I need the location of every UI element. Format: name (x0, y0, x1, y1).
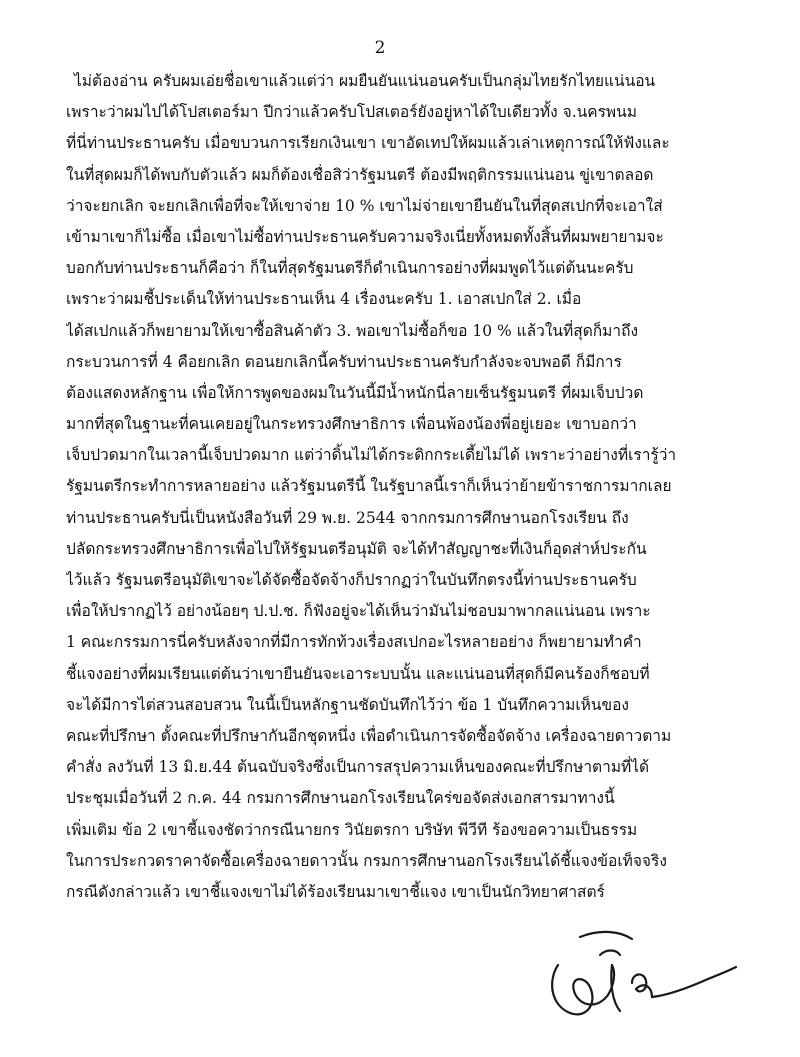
handwritten-signature (540, 925, 740, 1035)
text-line-6: เข้ามาเขาก็ไม่ซื้อ เมื่อเขาไม่ซื้อท่านประธานครับความจริงเนี่ยทั้งหมดทั้งสิ้นที่ผมพยายามจะ (66, 227, 664, 246)
text-line-14: รัฐมนตรีกระทำการหลายอย่าง แล้วรัฐมนตรีนี้ ในรัฐบาลนี้เราก็เห็นว่าย้ายข้าราชการมากเลย (66, 477, 672, 496)
text-line-9: ได้สเปกแล้วก็พยายามให้เขาซื้อสินค้าตัว 3. พอเขาไม่ซื้อก็ขอ 10 % แล้วในที่สุดก็มาถึง (66, 321, 639, 340)
text-line-27: กรณีดังกล่าวแล้ว เขาชี้แจงเขาไม่ได้ร้องเรียนมาเขาชี้แจง เขาเป็นนักวิทยาศาสตร์ (66, 882, 605, 901)
body-text (66, 66, 716, 908)
text-line-19: 1 คณะกรรมการนี่ครับหลังจากที่มีการทักท้วงเรื่องสเปกอะไรหลายอย่าง ก็พยายามทำคำ (66, 633, 642, 652)
text-line-21: จะได้มีการไต่สวนสอบสวน ในนี้เป็นหลักฐานชัดบันทึกไว้ว่า ข้อ 1 บันทึกความเห็นของ (66, 695, 629, 714)
text-line-24: ประชุมเมื่อวันที่ 2 ก.ค. 44 กรมการศึกษานอกโรงเรียนใคร่ขอจัดส่งเอกสารมาทางนี้ (66, 789, 615, 808)
text-line-11: ต้องแสดงหลักฐาน เพื่อให้การพูดของผมในวันนี้มีน้ำหนักนี่ลายเซ็นรัฐมนตรี ที่ผมเจ็บปวด (66, 383, 644, 402)
text-line-10: กระบวนการที่ 4 คือยกเลิก ตอนยกเลิกนี้ครับท่านประธานครับกำลังจะจบพอดี ก็มีการ (66, 352, 622, 371)
text-line-20: ชี้แจงอย่างที่ผมเรียนแต่ต้นว่าเขายืนยันจะเอาระบบนั้น และแน่นอนที่สุดก็มีคนร้องก็ชอบที่ (66, 664, 650, 683)
text-line-12: มากที่สุดในฐานะที่คนเคยอยู่ในกระทรวงศึกษาธิการ เพื่อนพ้องน้องพี่อยู่เยอะ เขาบอกว่า (66, 415, 637, 434)
text-line-7: บอกกับท่านประธานก็คือว่า ก็ในที่สุดรัฐมนตรีก็ดำเนินการอย่างที่ผมพูดไว้แต่ต้นนะครับ (66, 259, 634, 278)
text-line-3: ที่นี่ท่านประธานครับ เมื่อขบวนการเรียกเงินเขา เขาอัดเทปให้ผมแล้วเล่าเหตุการณ์ให้ฟังและ (66, 134, 670, 153)
text-line-23: คำสั่ง ลงวันที่ 13 มิ.ย.44 ต้นฉบับจริงซึ่งเป็นการสรุปความเห็นของคณะที่ปรึกษาตามที่ได้ (66, 758, 650, 777)
text-line-13: เจ็บปวดมากในเวลานี้เจ็บปวดมาก แต่ว่าดิ้นไม่ได้กระดิกกระเดี้ยไม่ได้ เพราะว่าอย่างที่เรารู้ว่า (66, 446, 677, 465)
text-line-17: ไว้แล้ว รัฐมนตรีอนุมัติเขาจะได้จัดซื้อจัดจ้างก็ปรากฏว่าในบันทึกตรงนี้ท่านประธานครับ (66, 571, 637, 589)
text-line-5: ว่าจะยกเลิก จะยกเลิกเพื่อที่จะให้เขาจ่าย 10 % เขาไม่จ่ายเขายืนยันในที่สุดสเปกที่จะเอาใส่ (66, 196, 663, 215)
text-line-4: ในที่สุดผมก็ได้พบกับตัวแล้ว ผมก็ต้องเชื่อสิว่ารัฐมนตรี ต้องมีพฤติกรรมแน่นอน ขู่เขาตลอด (66, 165, 654, 184)
signature-stroke (552, 965, 614, 1014)
text-line-16: ปลัดกระทรวงศึกษาธิการเพื่อไปให้รัฐมนตรีอนุมัติ จะได้ทำสัญญาชะที่เงินก็อุดส่าห์ประกัน (66, 539, 647, 558)
page-number: 2 (374, 38, 386, 58)
signature-stroke (611, 965, 620, 1011)
text-line-18: เพื่อให้ปรากฏไว้ อย่างน้อยๆ ป.ป.ช. ก็ฟังอยู่จะได้เห็นว่ามันไม่ชอบมาพากลแน่นอน เพราะ (66, 602, 651, 621)
text-line-25: เพิ่มเติม ข้อ 2 เขาชี้แจงชัดว่ากรณีนายกร วินัยตรกา บริษัท พีวีที ร้องขอความเป็นธรรม (66, 820, 638, 839)
text-line-26: ในการประกวดราคาจัดซื้อเครื่องฉายดาวนั้น กรมการศึกษานอกโรงเรียนได้ชี้แจงข้อเท็จจริง (66, 851, 667, 870)
text-line-1: ไม่ต้องอ่าน ครับผมเอ่ยชื่อเขาแล้วแต่ว่า ผมยืนยันแน่นอนครับเป็นกลุ่มไทยรักไทยแน่นอน (74, 72, 656, 90)
text-line-8: เพราะว่าผมชี้ประเด็นให้ท่านประธานเห็น 4 เรื่องนะครับ 1. เอาสเปกใส่ 2. เมื่อ (66, 290, 582, 309)
text-line-15: ท่านประธานครับนี่เป็นหนังสือวันที่ 29 พ.ย. 2544 จากกรมการศึกษานอกโรงเรียน ถึง (66, 508, 629, 527)
signature-stroke (652, 967, 736, 997)
signature-stroke (632, 974, 652, 997)
signature-stroke (600, 951, 620, 956)
text-line-22: คณะที่ปรึกษา ตั้งคณะที่ปรึกษากันอีกชุดหนึ่ง เพื่อดำเนินการจัดซื้อจัดจ้าง เครื่องฉายดาวตาม (66, 726, 672, 745)
text-line-2: เพราะว่าผมไปได้โปสเตอร์มา ปีกว่าแล้วครับโปสเตอร์ยังอยู่หาได้ใบเดียวทั้ง จ.นครพนม (66, 103, 637, 122)
signature-stroke (580, 932, 632, 939)
